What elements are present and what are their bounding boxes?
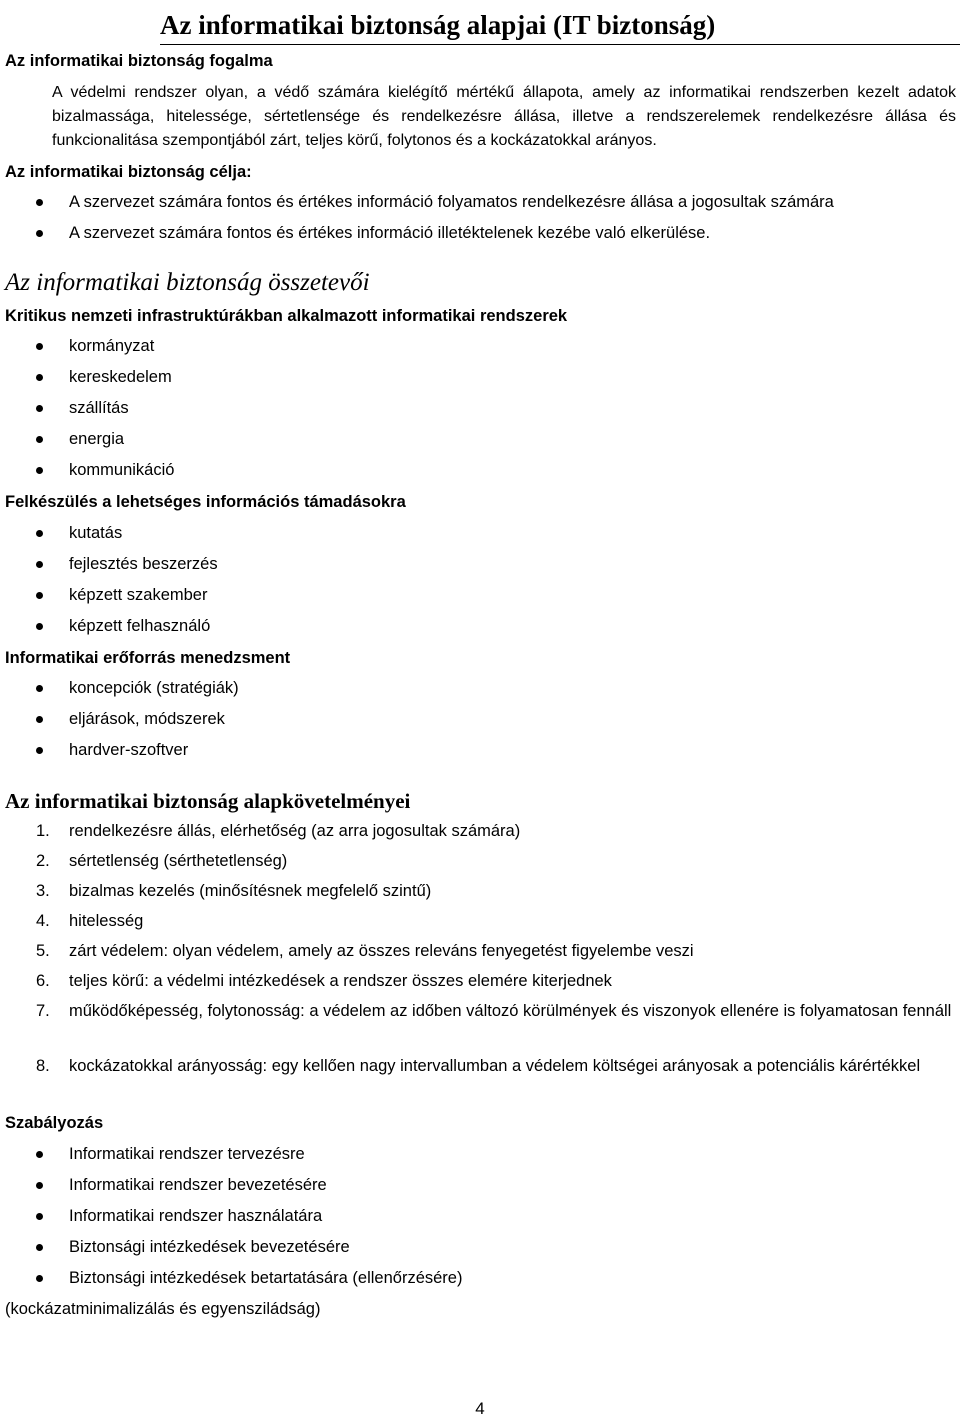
bullet-icon xyxy=(36,374,43,381)
goal-heading: Az informatikai biztonság célja: xyxy=(5,163,252,181)
bullet-icon xyxy=(36,405,43,412)
regulation-heading: Szabályozás xyxy=(5,1114,104,1132)
bullet-icon xyxy=(36,436,43,443)
components-heading: Az informatikai biztonság összetevői xyxy=(5,269,370,296)
bullet-icon xyxy=(36,561,43,568)
critical-heading: Kritikus nemzeti infrastruktúrákban alkalmazott informatikai rendszerek xyxy=(5,307,568,325)
bullet-icon xyxy=(36,685,43,692)
page-title: Az informatikai biztonság alapjai (IT biztonság) xyxy=(160,6,960,45)
bullet-icon xyxy=(36,530,43,537)
bullet-icon xyxy=(36,1275,43,1282)
bullet-icon xyxy=(36,747,43,754)
bullet-icon xyxy=(36,1213,43,1220)
resources-heading: Informatikai erőforrás menedzsment xyxy=(5,649,291,667)
requirements-heading: Az informatikai biztonság alapkövetelményei xyxy=(5,789,411,813)
bullet-icon xyxy=(36,592,43,599)
document-page: Az informatikai biztonság alapjai (IT biztonság) Az informatikai biztonság fogalma A védelmi rendszer olyan, a védő számára kielégítő mértékű állapota, amely az informatikai rendszerben kezelt adatok bizalmassága, hitelessége, sértetlensége és rendelkezésre állása, illetve a rendszerelemek rendelkezésre állása és funkcionalitása szempontjából zárt, teljes körű, folytonos és a kockázatokkal arányos. Az informatikai biztonság célja: A szervezet számára fontos és értékes információ folyamatos rendelkezésre állása a jogosultak számára A szervezet számára fontos és értékes információ illetéktelenek kezébe való elkerülése. Az informatikai biztonság összetevői Kritikus nemzeti infrastruktúrákban alkalmazott informatikai rendszerek kormányzat kereskedelem szállítás energia kommunikáció Felkészülés a lehetséges információs támadásokra kutatás fejlesztés beszerzés képzett szakember képzett felhasználó Informatikai erőforrás menedzsment koncepciók (stratégiák) eljárások, módszerek hardver-szoftver Az informatikai biztonság alapkövetelményei 1. rendelkezésre állás, elérhetőség (az arra jogosultak számára) 2. sértetlenség (sérthetetlenség) 3. bizalmas kezelés (minősítésnek megfelelő szintű) 4. hitelesség 5. zárt védelem: olyan védelem, amely az összes releváns fenyegetést figyelembe veszi 6. teljes körű: a védelmi intézkedések a rendszer összes elemére kiterjednek 7. működőképesség, folytonosság: a védelem az időben változó körülmények és viszonyok ellenére is folyamatosan fennáll 8. kockázatokkal arányosság: egy kellően nagy intervallumban a védelem költségei arányosak a potenciális kárértékkel Szabályozás Informatikai rendszer tervezésre Informatikai rendszer bevezetésére Informatikai rendszer használatára Biztonsági intézkedések bevezetésére Biztonsági intézkedések betartatására (ellenőrzésére) (kockázatminimalizálás és egyensziládság) 4 xyxy=(0,0,960,1419)
preparation-heading: Felkészülés a lehetséges információs támadásokra xyxy=(5,493,406,511)
bullet-icon xyxy=(36,343,43,350)
closing-note: (kockázatminimalizálás és egyensziládság) xyxy=(5,1300,321,1318)
bullet-icon xyxy=(36,623,43,630)
bullet-icon xyxy=(36,199,43,206)
page-number: 4 xyxy=(475,1399,485,1418)
concept-heading: Az informatikai biztonság fogalma xyxy=(5,52,273,70)
bullet-icon xyxy=(36,467,43,474)
bullet-icon xyxy=(36,1182,43,1189)
bullet-icon xyxy=(36,1151,43,1158)
concept-definition: A védelmi rendszer olyan, a védő számára kielégítő mértékű állapota, amely az informatikai rendszerben kezelt adatok bizalmassága, hitelessége, sértetlensége és rendelkezésre állása, illetve a rendszerelemek rendelkezésre állása és funkcionalitása szempontjából zárt, teljes körű, folytonos és a kockázatokkal arányos. xyxy=(52,84,956,149)
bullet-icon xyxy=(36,230,43,237)
bullet-icon xyxy=(36,716,43,723)
bullet-icon xyxy=(36,1244,43,1251)
